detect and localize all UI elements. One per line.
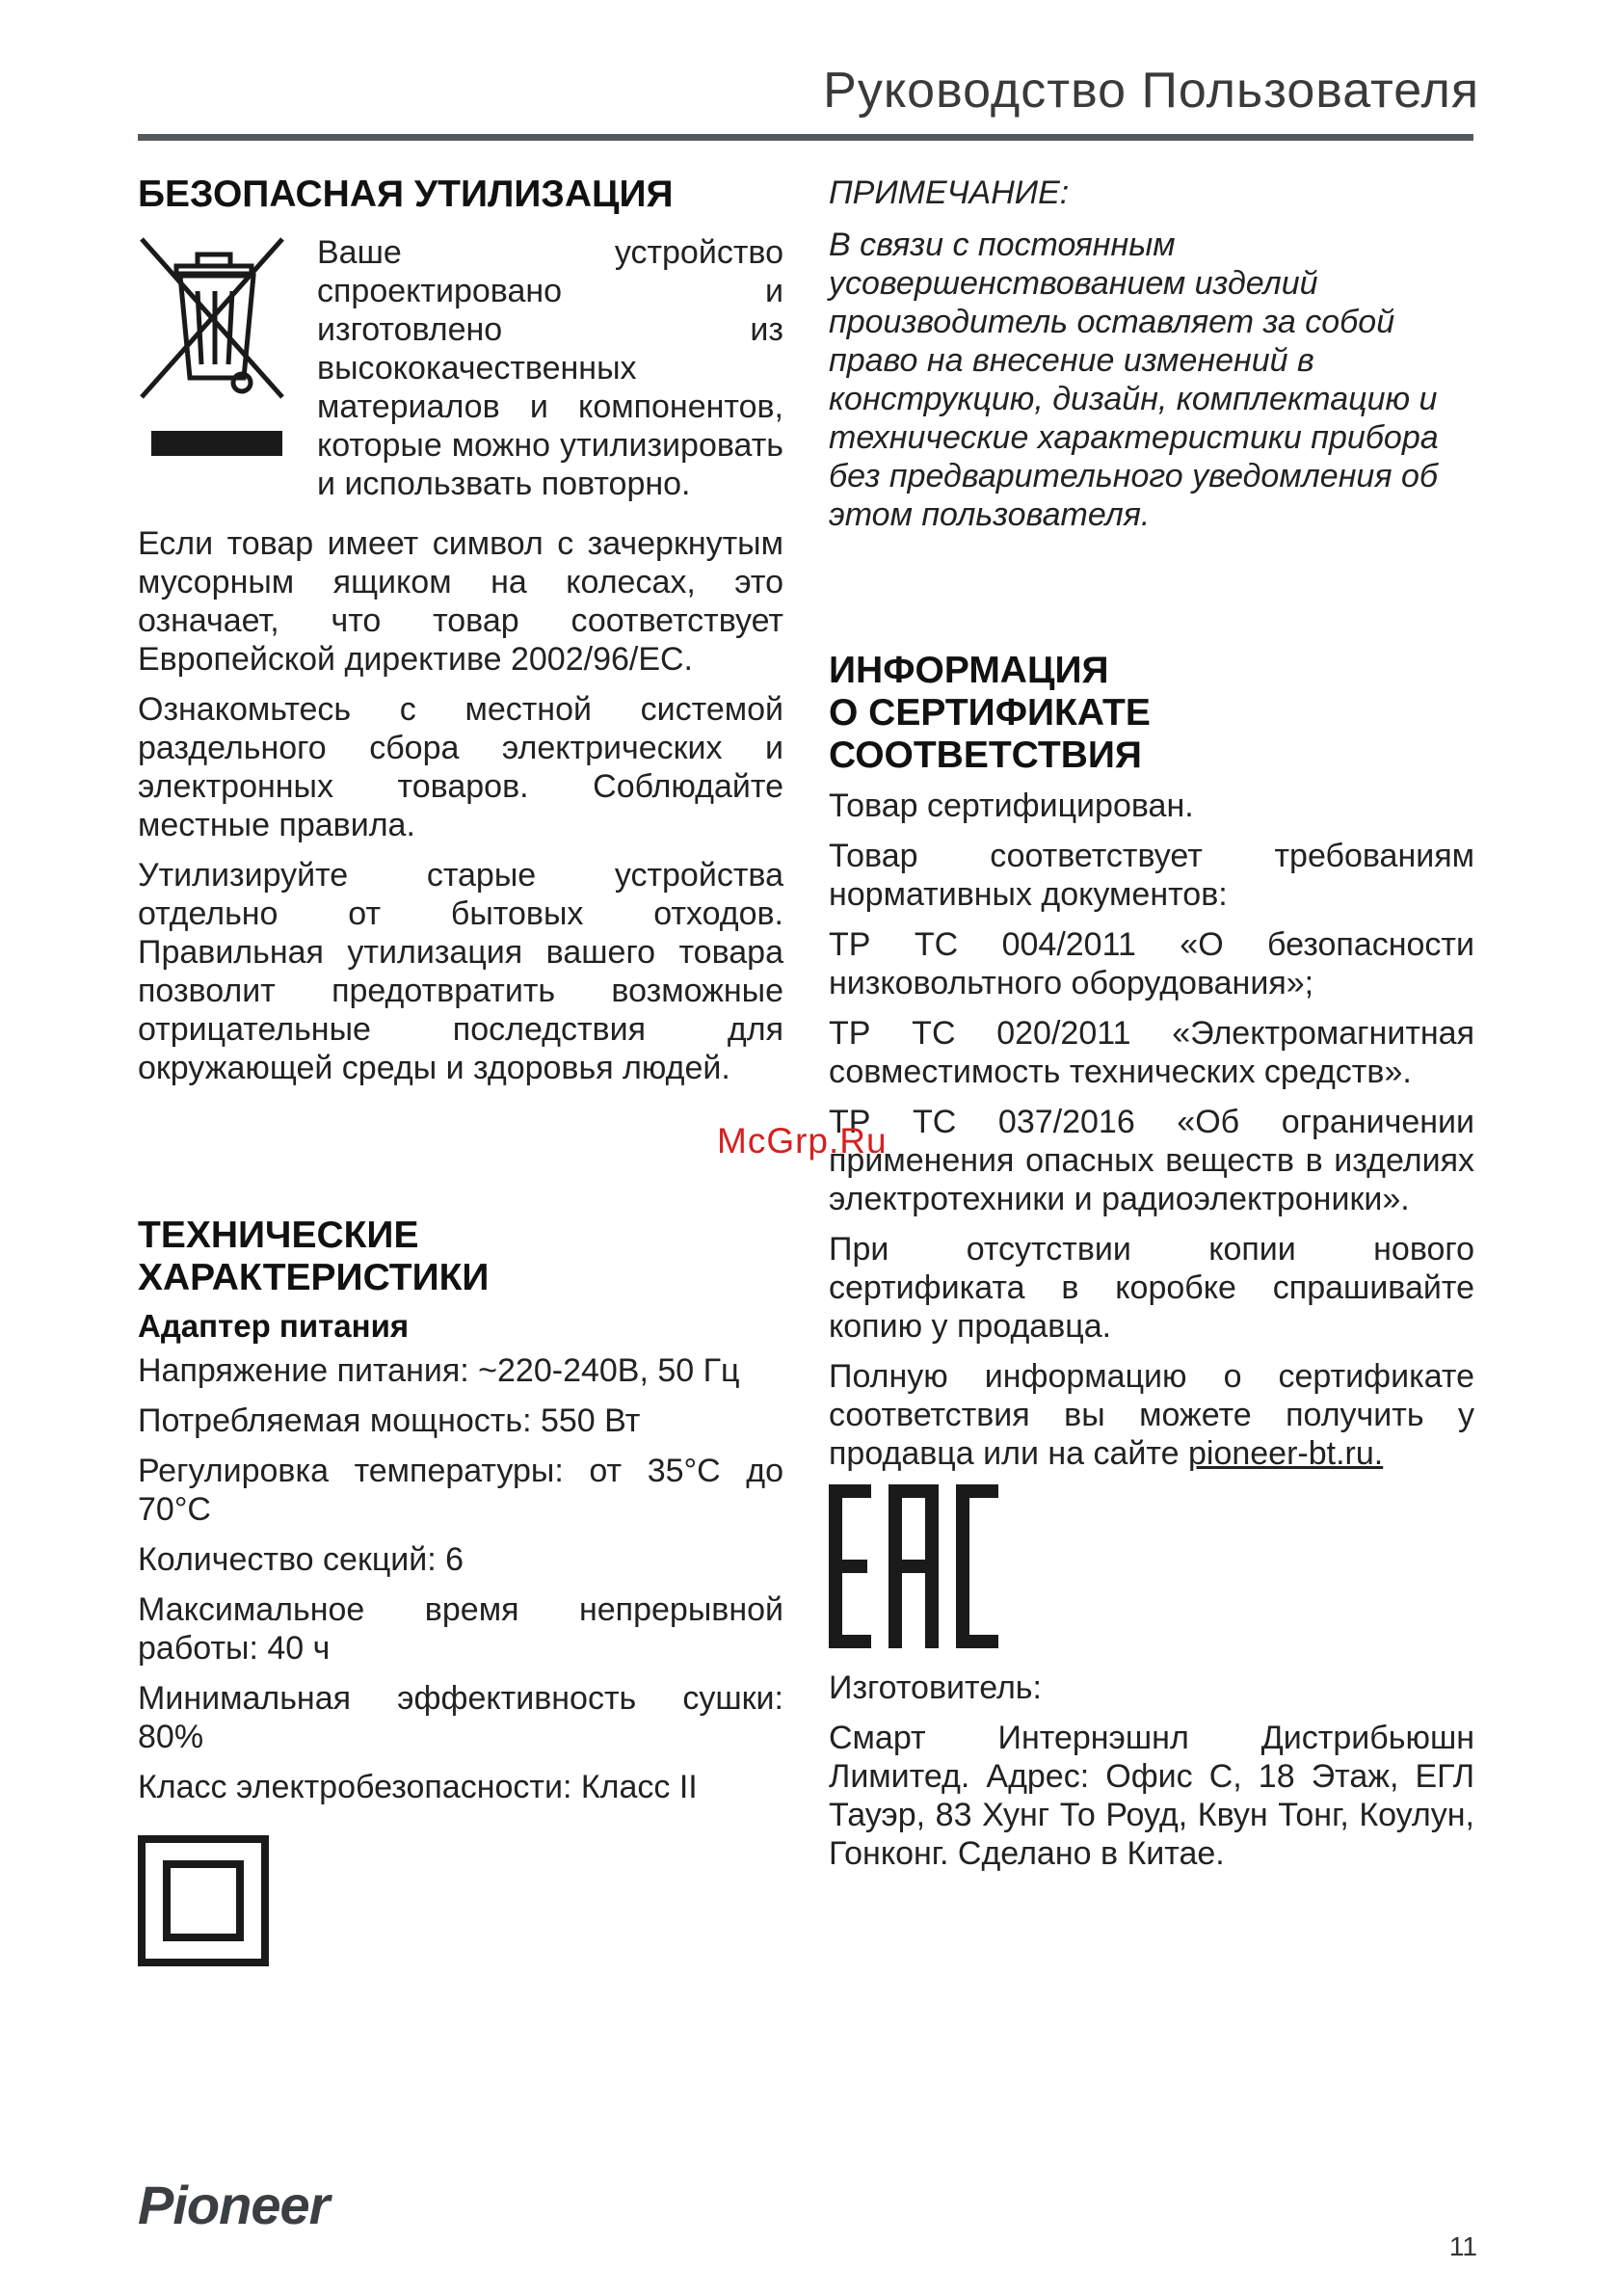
crossed-bin-icon — [138, 233, 296, 515]
cert-paragraph: ТР ТС 004/2011 «О безопасности низковольтного оборудования»; — [829, 926, 1474, 1001]
cert-heading — [829, 650, 1474, 777]
page-number: 11 — [1448, 2231, 1477, 2261]
specs-heading — [138, 1215, 783, 1299]
specs-heading-line1: ТЕХНИЧЕСКИЕ — [138, 1215, 419, 1256]
disposal-paragraph: Утилизируйте старые устройства отдельно от бытовых отходов. Правильная утилизация вашего товара позволит предотвратить возможные отрицательные последствия для окружающей среды и здоровья людей. — [138, 857, 783, 1086]
spec-item: Минимальная эффективность сушки: 80% — [138, 1680, 783, 1755]
left-column — [138, 174, 783, 1971]
specs-heading-line2: ХАРАКТЕРИСТИКИ — [138, 1257, 490, 1298]
spec-item: Потребляемая мощность: 550 Вт — [138, 1402, 641, 1439]
eac-mark-icon — [829, 1484, 1474, 1653]
spec-item: Максимальное время непрерывной работы: 40 ч — [138, 1591, 783, 1667]
watermark: McGrp.Ru — [717, 1121, 888, 1161]
page-header-title: Руководство Пользователя — [823, 63, 1479, 119]
disposal-paragraph: Ознакомьтесь с местной системой раздельного сбора электрических и электронных товаров. Соблюдайте местные правила. — [138, 691, 783, 843]
header-divider — [138, 134, 1473, 141]
disposal-intro-text: Ваше устройство спроектировано и изготовлено из высококачественных материалов и компонентов, которые можно утилизировать и использвать повторно. — [317, 234, 783, 502]
note-text: В связи с постоянным усовершенствованием изделий производитель оставляет за собой право на внесение изменений в конструкцию, дизайн, комплектацию и технические характеристики прибора без предварительного уведомления об этом пользователя. — [829, 227, 1439, 533]
cert-heading-line3: СООТВЕТСТВИЯ — [829, 734, 1142, 776]
spec-item: Напряжение питания: ~220-240В, 50 Гц — [138, 1352, 740, 1389]
cert-paragraph: Товар сертифицирован. — [829, 788, 1194, 824]
disposal-paragraph: Если товар имеет символ с зачеркнутым мусорным ящиком на колесах, это означает, что товар соответствует Европейской директиве 2002/96/EC. — [138, 525, 783, 678]
cert-paragraph: При отсутствии копии нового сертификата в коробке спрашивайте копию у продавца. — [829, 1231, 1474, 1345]
spec-item: Количество секций: 6 — [138, 1541, 464, 1578]
cert-paragraph: ТР ТС 037/2016 «Об ограничении применения опасных веществ в изделиях электротехники и радиоэлектроники». — [829, 1104, 1474, 1217]
specs-subtitle: Адаптер питания — [138, 1308, 410, 1344]
spec-item: Регулировка температуры: от 35°С до 70°С — [138, 1453, 783, 1528]
cert-paragraph: ТР ТС 020/2011 «Электромагнитная совместимость технических средств». — [829, 1015, 1474, 1090]
right-column — [829, 174, 1474, 1884]
cert-heading-line1: ИНФОРМАЦИЯ — [829, 650, 1109, 691]
brand-logo: Pioneer — [138, 2175, 330, 2235]
disposal-heading: БЕЗОПАСНАЯ УТИЛИЗАЦИЯ — [138, 174, 674, 215]
website-link[interactable]: pioneer-bt.ru. — [1187, 1435, 1384, 1472]
manufacturer-text: Смарт Интернэшнл Дистрибьюшн Лимитед. Адрес: Офис С, 18 Этаж, ЕГЛ Тауэр, 83 Хунг То Роуд, Квун Тонг, Коулун, Гонконг. Сделано в Китае. — [829, 1720, 1474, 1872]
cert-full-info — [829, 1357, 1474, 1473]
spacer — [829, 546, 1474, 650]
spacer — [138, 1099, 783, 1215]
spec-item: Класс электробезопасности: Класс II — [138, 1769, 698, 1805]
manufacturer-label: Изготовитель: — [829, 1669, 1042, 1706]
cert-full-info-text: Полную информацию о сертификате соответствия вы можете получить у продавца или на сайте — [829, 1358, 1474, 1472]
disposal-intro-row — [138, 233, 783, 515]
note-label: ПРИМЕЧАНИЕ: — [829, 174, 1070, 211]
cert-paragraph: Товар соответствует требованиям нормативных документов: — [829, 838, 1474, 913]
class-ii-icon — [138, 1835, 783, 1971]
cert-heading-line2: О СЕРТИФИКАТЕ — [829, 692, 1151, 734]
